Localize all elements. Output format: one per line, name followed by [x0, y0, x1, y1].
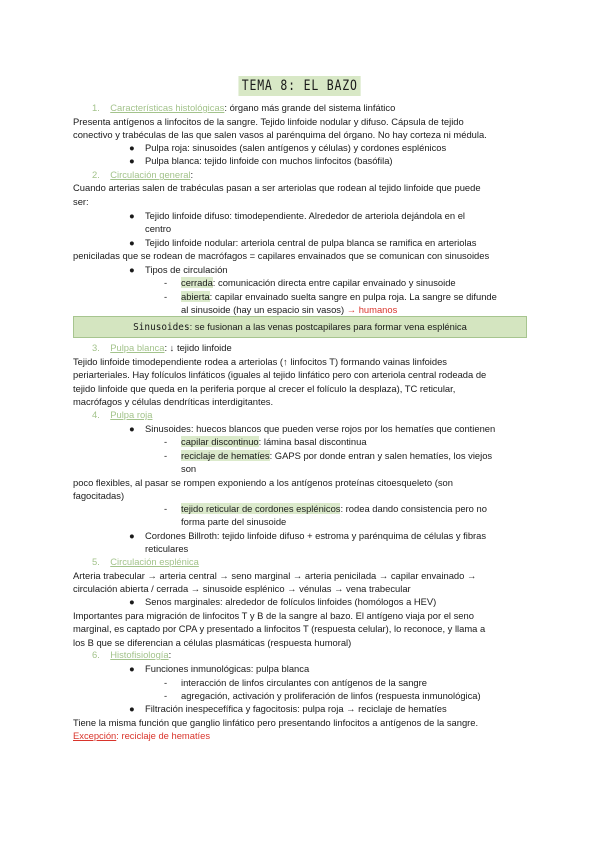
section-number: 3. [92, 342, 100, 353]
bullet-icon: ● [129, 530, 135, 541]
bullet-icon: ● [129, 703, 135, 714]
paragraph-line: circulación abierta / cerrada → sinusoide esplénico → vénulas → vena trabecular [73, 583, 411, 594]
section-5-heading [92, 555, 199, 568]
section-6-heading [92, 648, 171, 661]
sub-item-text: : GAPS por donde entran y salen hematíes, los viejos [269, 450, 493, 461]
section-subtitle: : órgano más grande del sistema linfático [224, 102, 396, 113]
paragraph-line: Cuando arterias salen de trabéculas pasan a ser arteriolas que rodean al tejido linfoide que puede [73, 182, 481, 193]
sub-item-cont: son [181, 463, 197, 474]
sub-item [181, 276, 456, 289]
callout-label: Sinusoides [133, 322, 190, 333]
section-title: Circulación general [110, 169, 191, 180]
red-note: → humanos [344, 304, 398, 315]
highlight-term: reciclaje de hematíes [181, 450, 270, 461]
bullet-item: Tejido linfoide difuso: timodependiente. Alrededor de arteriola dejándola en el [145, 210, 466, 221]
section-subtitle: : ↓ tejido linfoide [164, 342, 232, 353]
highlight-term: tejido reticular de cordones esplénicos [181, 503, 341, 514]
sub-item [181, 290, 497, 303]
bullet-item: Filtración inespecefífica y fagocitosis: pulpa roja → reciclaje de hematíes [145, 703, 447, 714]
bullet-item: Pulpa blanca: tejido linfoide con muchos linfocitos (basófila) [145, 155, 393, 166]
paragraph-line: ser: [73, 196, 89, 207]
section-number: 4. [92, 409, 100, 420]
paragraph-line: Tiene la misma función que ganglio linfático pero presentando linfocitos a antígenos de la sangre. [73, 717, 479, 728]
paragraph-line: Presenta antígenos a linfocitos de la sangre. Tejido linfoide nodular y difuso. Cápsula de tejido [73, 116, 464, 127]
bullet-icon: ● [129, 663, 135, 674]
bullet-icon: ● [129, 210, 135, 221]
paragraph-line: fagocitadas) [73, 490, 125, 501]
bullet-item: Cordones Billroth: tejido linfoide difuso + estroma y parénquima de células y fibras [145, 530, 487, 541]
sub-item-text: al sinusoide (hay un espacio sin vasos) [181, 304, 345, 315]
dash-icon: - [164, 436, 168, 447]
title-container [0, 76, 600, 96]
dash-icon: - [164, 277, 168, 288]
highlight-term: abierta [181, 291, 210, 302]
section-title: Pulpa roja [110, 409, 153, 420]
sub-item [181, 449, 492, 462]
sub-item-text: : comunicación directa entre capilar envainado y sinusoide [212, 277, 456, 288]
bullet-icon: ● [129, 596, 135, 607]
bullet-icon: ● [129, 155, 135, 166]
exception-label: Excepción [73, 730, 117, 741]
bullet-item: Sinusoides: huecos blancos que pueden verse rojos por los hematíes que contienen [145, 423, 496, 434]
sub-item: interacción de linfos circulantes con antígenos de la sangre [181, 677, 427, 688]
paragraph-line: marginal, es captado por CPA y presentado a linfocitos T (respuesta celular), lo reconoce, y llama a [73, 623, 486, 634]
bullet-item: Funciones inmunológicas: pulpa blanca [145, 663, 310, 674]
bullet-icon: ● [129, 237, 135, 248]
section-1-heading [92, 101, 395, 114]
bullet-item-cont: reticulares [145, 543, 189, 554]
highlight-term: capilar discontinuo [181, 436, 259, 447]
section-title: Circulación esplénica [110, 556, 199, 567]
section-number: 1. [92, 102, 100, 113]
dash-icon: - [164, 450, 168, 461]
bullet-item-cont: peniciladas que se rodean de macrófagos = capilares envainados que se comunican con sinusoides [73, 250, 490, 261]
section-4-heading [92, 408, 152, 421]
paragraph-line: Arteria trabecular → arteria central → seno marginal → arteria penicilada → capilar envainado → [73, 570, 477, 581]
paragraph-line: tejido linfoide que queda en la periferia porque al crecer el folículo la desplaza), TC reticular, [73, 383, 456, 394]
dash-icon: - [164, 690, 168, 701]
bullet-item: Tipos de circulación [145, 264, 228, 275]
section-number: 5. [92, 556, 100, 567]
bullet-icon: ● [129, 423, 135, 434]
callout-text: : se fusionan a las venas postcapilares para formar vena esplénica [189, 321, 467, 332]
document-title: TEMA 8: EL BAZO [239, 76, 362, 96]
section-3-heading [92, 341, 232, 354]
paragraph-line: macrófagos y células dendríticas interdigitantes. [73, 396, 274, 407]
section-subtitle: : [168, 649, 172, 660]
paragraph-line: Tejido linfoide timodependiente rodea a arteriolas (↑ linfocitos T) formando vainas linfoides [73, 356, 447, 367]
sub-item-text: : capilar envainado suelta sangre en pulpa roja. La sangre se difunde [209, 291, 497, 302]
exception-text: : reciclaje de hematíes [116, 730, 211, 741]
sub-item-cont: forma parte del sinusoide [181, 516, 287, 527]
bullet-icon: ● [129, 142, 135, 153]
sub-item-text: : lámina basal discontinua [258, 436, 367, 447]
sub-item-text: : rodea dando consistencia pero no [340, 503, 487, 514]
bullet-icon: ● [129, 264, 135, 275]
sub-item-cont [181, 303, 397, 316]
highlight-term: cerrada [181, 277, 213, 288]
paragraph-line: poco flexibles, al pasar se rompen exponiendo a los antígenos proteínas citoesqueleto (son [73, 477, 453, 488]
paragraph-line: periarteriales. Hay folículos linfáticos (iguales al tejido linfático pero con arteriola central rodeada de [73, 369, 487, 380]
section-title: Histofisiología [110, 649, 169, 660]
paragraph-line: Importantes para migración de linfocitos T y B de la sangre al bazo. El antígeno viaja por el seno [73, 610, 474, 621]
bullet-item: Pulpa roja: sinusoides (salen antígenos y células) y cordones esplénicos [145, 142, 447, 153]
dash-icon: - [164, 503, 168, 514]
section-subtitle: : [190, 169, 194, 180]
dash-icon: - [164, 677, 168, 688]
sub-item [181, 435, 367, 448]
sub-item: agregación, activación y proliferación de linfos (respuesta inmunológica) [181, 690, 481, 701]
sinusoides-callout [73, 316, 527, 338]
bullet-item: Tejido linfoide nodular: arteriola central de pulpa blanca se ramifica en arteriolas [145, 237, 477, 248]
section-title: Pulpa blanca [110, 342, 165, 353]
bullet-item-cont: centro [145, 223, 172, 234]
bullet-item: Senos marginales: alrededor de folículos linfoides (homólogos a HEV) [145, 596, 437, 607]
paragraph-line: conectivo y trabéculas de las que salen vasos al parénquima del órgano. No hay corteza ni médula. [73, 129, 487, 140]
exception-note [73, 729, 210, 742]
section-number: 6. [92, 649, 100, 660]
paragraph-line: los B que se diferencian a células plasmáticas (respuesta humoral) [73, 637, 352, 648]
section-number: 2. [92, 169, 100, 180]
sub-item [181, 502, 487, 515]
dash-icon: - [164, 291, 168, 302]
section-title: Características histológicas [110, 102, 225, 113]
section-2-heading [92, 168, 193, 181]
